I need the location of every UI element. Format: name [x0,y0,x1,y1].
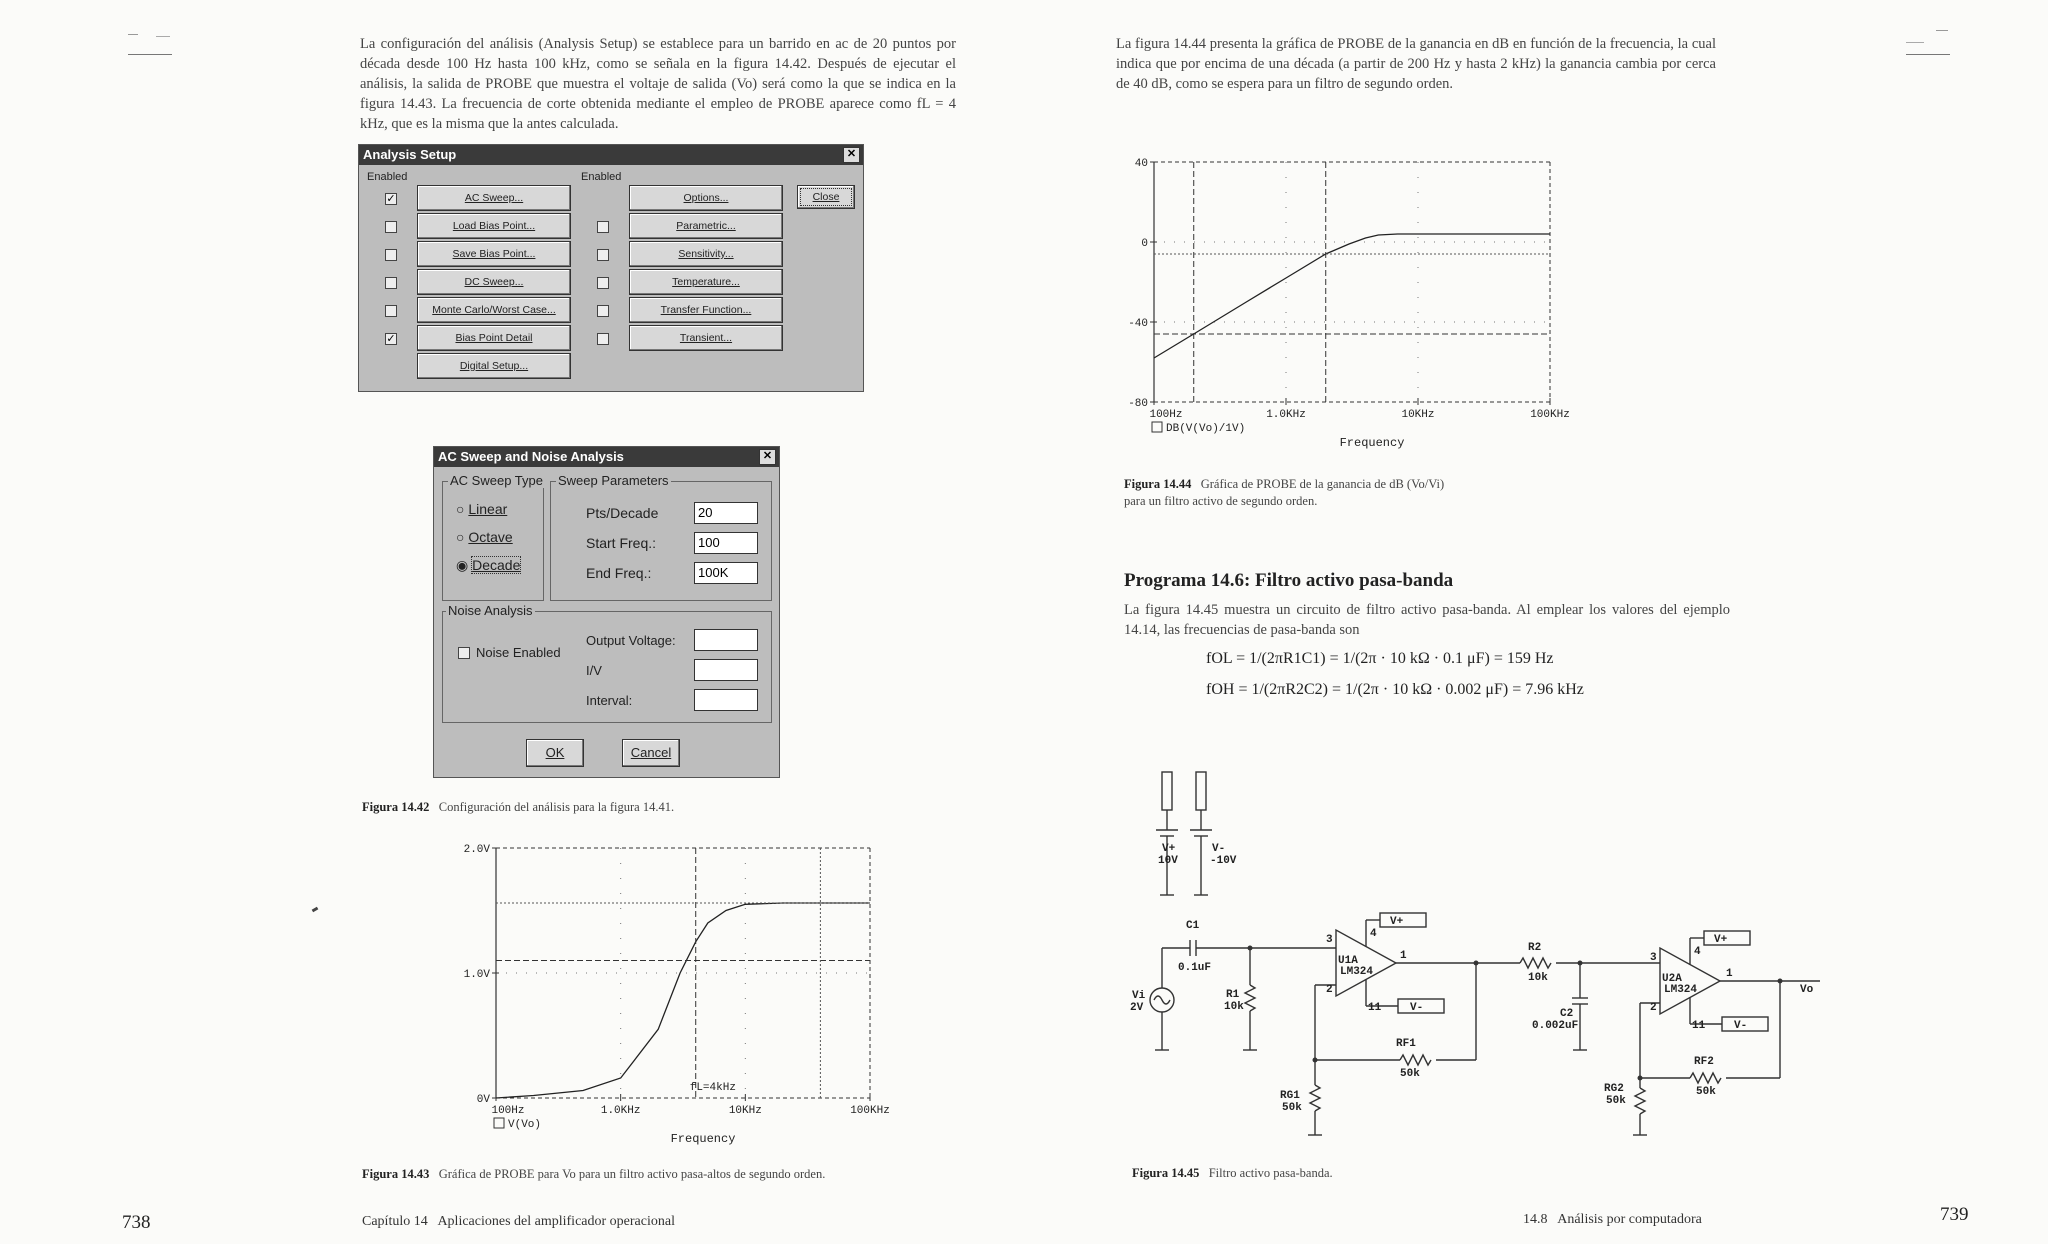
enabled-left-label: Enabled [367,171,408,183]
vplus-value: 10V [1158,855,1178,867]
figure-14-44-chart [1110,150,1570,464]
u1-pin1: 1 [1400,950,1407,962]
fig43-axes [496,848,870,1098]
left-page-number: 738 [122,1212,151,1233]
series-line [1154,234,1550,358]
noise-analysis-label: Noise Analysis [448,603,533,618]
rf1-value: 50k [1400,1068,1420,1080]
x-tick-label: 100KHz [850,1105,890,1117]
save-bias-checkbox[interactable] [385,249,397,261]
vi-label: Vi [1132,990,1146,1002]
sensitivity-button[interactable]: Sensitivity... [629,241,783,267]
x-tick-label: 100Hz [1149,409,1183,421]
x-axis-title: Frequency [1339,436,1405,450]
output-voltage-input[interactable] [694,629,758,651]
y-tick-label: -80 [1128,398,1148,410]
equation-fol: fOL = 1/(2πR1C1) = 1/(2π · 10 kΩ · 0.1 μF) = 159 Hz [1206,650,1554,667]
figure-14-44-text-line1: Gráfica de PROBE de la ganancia de dB (Vo/Vi) [1200,477,1445,491]
options-button[interactable]: Options... [629,185,783,211]
figure-14-43-chart [440,838,890,1146]
r2-label: R2 [1528,942,1542,954]
transfer-function-button[interactable]: Transfer Function... [629,297,783,323]
c2-label: C2 [1560,1008,1574,1020]
interval-label: Interval: [586,693,633,708]
ac-sweep-type-label: AC Sweep Type [450,473,543,488]
figure-14-45-number: Figura 14.45 [1132,1166,1200,1180]
x-tick-label: 1.0KHz [600,1105,641,1117]
temperature-checkbox[interactable] [597,277,609,289]
iv-input[interactable] [694,659,758,681]
pts-decade-input[interactable]: 20 [694,502,758,524]
figure-14-43-number: Figura 14.43 [362,1167,430,1181]
y-tick-label: 40 [1134,158,1148,170]
save-bias-point-button[interactable]: Save Bias Point... [417,241,571,267]
rf2-value: 50k [1696,1086,1716,1098]
u1-pin11: 11 [1368,1002,1382,1014]
legend-marker [1152,422,1162,432]
r2-value: 10k [1528,972,1548,984]
sweep-parameters-label: Sweep Parameters [558,473,669,488]
right-intro-paragraph: La figura 14.44 presenta la gráfica de PROBE de la ganancia en dB en función de la frecuencia, la cual indica que por encima de una década (a partir de 200 Hz y hasta 2 kHz) la ganancia cambia por cerca de 40 dB, como se espera para un filtro de segundo orden. [1116,36,1716,92]
radio-linear[interactable]: ○ Linear [456,501,508,517]
ink-mark [312,907,319,913]
figure-14-42-number: Figura 14.42 [362,800,430,814]
close-icon[interactable]: ✕ [759,449,776,465]
figure-14-45-caption [1132,1166,1333,1181]
radio-decade[interactable]: ◉ Decade [456,557,521,573]
u1-vplus-tag: V+ [1390,916,1404,928]
legend-label: DB(V(Vo)/1V) [1166,423,1246,435]
figure-14-43-text: Gráfica de PROBE para Vo para un filtro activo pasa-altos de segundo orden. [438,1167,826,1181]
load-bias-checkbox[interactable] [385,221,397,233]
ac-sweep-title: AC Sweep and Noise Analysis [438,449,624,464]
u1a-label: U1A [1338,955,1358,967]
start-freq-input[interactable]: 100 [694,532,758,554]
figure-14-42-text: Configuración del análisis para la figura 14.41. [438,800,675,814]
u2a-part: LM324 [1664,984,1698,996]
rf1-label: RF1 [1396,1038,1416,1050]
transient-checkbox[interactable] [597,333,609,345]
c1-value: 0.1uF [1178,962,1212,974]
section-title: Programa 14.6: Filtro activo pasa-banda [1124,570,1454,591]
ok-button[interactable]: OK [526,739,584,767]
u1-pin4: 4 [1370,928,1377,940]
iv-label: I/V [586,663,602,678]
end-freq-label: End Freq.: [586,565,652,581]
y-tick-label: -40 [1128,318,1148,330]
sensitivity-checkbox[interactable] [597,249,609,261]
u2-pin11: 11 [1692,1020,1706,1032]
u2-pin1: 1 [1726,968,1733,980]
start-freq-label: Start Freq.: [586,535,657,551]
x-tick-label: 100Hz [491,1105,525,1117]
ac-sweep-button[interactable]: AC Sweep... [417,185,571,211]
right-page-corner-marks [1906,28,1956,64]
u2-pin4: 4 [1694,946,1701,958]
x-tick-label: 10KHz [728,1105,762,1117]
cancel-button[interactable]: Cancel [622,739,680,767]
x-axis-title: Frequency [670,1132,736,1146]
y-tick-label: 2.0V [463,844,490,856]
u1-vminus-tag: V- [1410,1002,1424,1014]
fig44-grid [1154,162,1550,402]
parametric-button[interactable]: Parametric... [629,213,783,239]
rg1-value: 50k [1282,1102,1302,1114]
fig44-ticks [1128,158,1570,421]
u1a-part: LM324 [1340,966,1374,978]
monte-carlo-checkbox[interactable] [385,305,397,317]
radio-octave[interactable]: ○ Octave [456,529,513,545]
u2-vplus-tag: V+ [1714,934,1728,946]
dc-sweep-checkbox[interactable] [385,277,397,289]
vminus-label: V- [1212,843,1226,855]
figure-14-44-text-line2: para un filtro activo de segundo orden. [1124,494,1318,508]
pts-decade-label: Pts/Decade [586,505,659,521]
rg2-label: RG2 [1604,1083,1624,1095]
left-page-footer: Capítulo 14 Aplicaciones del amplificador operacional [362,1214,675,1229]
x-tick-label: 1.0KHz [1266,409,1306,421]
end-freq-input[interactable]: 100K [694,562,758,584]
ac-sweep-dialog [433,446,780,778]
u1-pin3: 3 [1326,934,1333,946]
fig43-plot [494,848,870,1146]
x-tick-label: 10KHz [1401,409,1435,421]
x-tick-label: 100KHz [1530,409,1570,421]
load-bias-point-button[interactable]: Load Bias Point... [417,213,571,239]
analysis-setup-dialog [358,144,864,392]
figure-14-45-text: Filtro activo pasa-banda. [1208,1166,1333,1180]
vplus-label: V+ [1162,843,1176,855]
figure-14-43-caption [362,1167,825,1182]
figure-14-45-circuit [1100,760,1840,1150]
r1-label: R1 [1226,989,1240,1001]
section-paragraph: La figura 14.45 muestra un circuito de filtro activo pasa-banda. Al emplear los valores del ejemplo 14.14, las frecuencias de pasa-banda son [1124,602,1730,638]
noise-enabled-label: Noise Enabled [476,645,561,660]
transient-button[interactable]: Transient... [629,325,783,351]
u1-pin2: 2 [1326,984,1333,996]
rf2-label: RF2 [1694,1056,1714,1068]
figure-14-42-caption [362,800,674,815]
ac-sweep-checkbox[interactable]: ✓ [386,193,396,205]
u2a-label: U2A [1662,973,1682,985]
legend-marker [494,1118,504,1128]
vi-value: 2V [1130,1002,1144,1014]
left-intro-paragraph: La configuración del análisis (Analysis Setup) se establece para un barrido en ac de 20 puntos por década desde 100 Hz hasta 100 kHz, como se señala en la figura 14.42. Después de ejecutar el análisis, la salida de PROBE que muestra el voltaje de salida (Vo) será como la que se indica en la figura 14.43. La frecuencia de corte obtenida mediante el empleo de PROBE aparece como fL = 4 kHz, que es la misma que la antes calculada. [360,36,956,132]
right-page-number: 739 [1940,1204,1969,1225]
close-button[interactable]: Close [797,185,855,209]
y-tick-label: 0 [1141,238,1148,250]
vminus-value: -10V [1210,855,1237,867]
output-voltage-label: Output Voltage: [586,633,676,648]
c2-value: 0.002uF [1532,1020,1579,1032]
equation-foh: fOH = 1/(2πR2C2) = 1/(2π · 10 kΩ · 0.002 μF) = 7.96 kHz [1206,681,1584,698]
fig44-plot [1152,162,1550,450]
u2-pin2: 2 [1650,1002,1657,1014]
fig43-grid [496,848,870,1098]
temperature-button[interactable]: Temperature... [629,269,783,295]
parametric-checkbox[interactable] [597,221,609,233]
transfer-function-checkbox[interactable] [597,305,609,317]
figure-14-44-number: Figura 14.44 [1124,477,1192,491]
u2-pin3: 3 [1650,952,1657,964]
right-page-footer: 14.8 Análisis por computadora [1523,1212,1702,1227]
left-page-corner-marks [128,28,178,64]
fig44-axes [1154,162,1550,402]
rg1-label: RG1 [1280,1090,1300,1102]
vo-label: Vo [1800,984,1814,996]
cutoff-annotation: fL=4kHz [689,1082,736,1094]
y-tick-label: 1.0V [463,969,490,981]
figure-14-44-caption [1124,476,1544,510]
close-icon[interactable]: ✕ [843,147,860,163]
r1-value: 10k [1224,1001,1244,1013]
bias-point-detail-button[interactable]: Bias Point Detail [417,325,571,351]
bias-point-detail-checkbox[interactable]: ✓ [386,333,396,345]
enabled-right-label: Enabled [581,171,622,183]
noise-enabled-checkbox[interactable] [458,647,470,659]
interval-input[interactable] [694,689,758,711]
series-line [496,903,870,1098]
u2-vminus-tag: V- [1734,1020,1748,1032]
analysis-setup-title: Analysis Setup [363,147,457,162]
supply-v-minus-box [1196,772,1206,810]
c1-label: C1 [1186,920,1200,932]
monte-carlo-button[interactable]: Monte Carlo/Worst Case... [417,297,571,323]
rg2-value: 50k [1606,1095,1626,1107]
dc-sweep-button[interactable]: DC Sweep... [417,269,571,295]
legend-label: V(Vo) [508,1119,542,1131]
digital-setup-button[interactable]: Digital Setup... [417,353,571,379]
y-tick-label: 0V [476,1094,490,1106]
supply-v-plus-box [1162,772,1172,810]
